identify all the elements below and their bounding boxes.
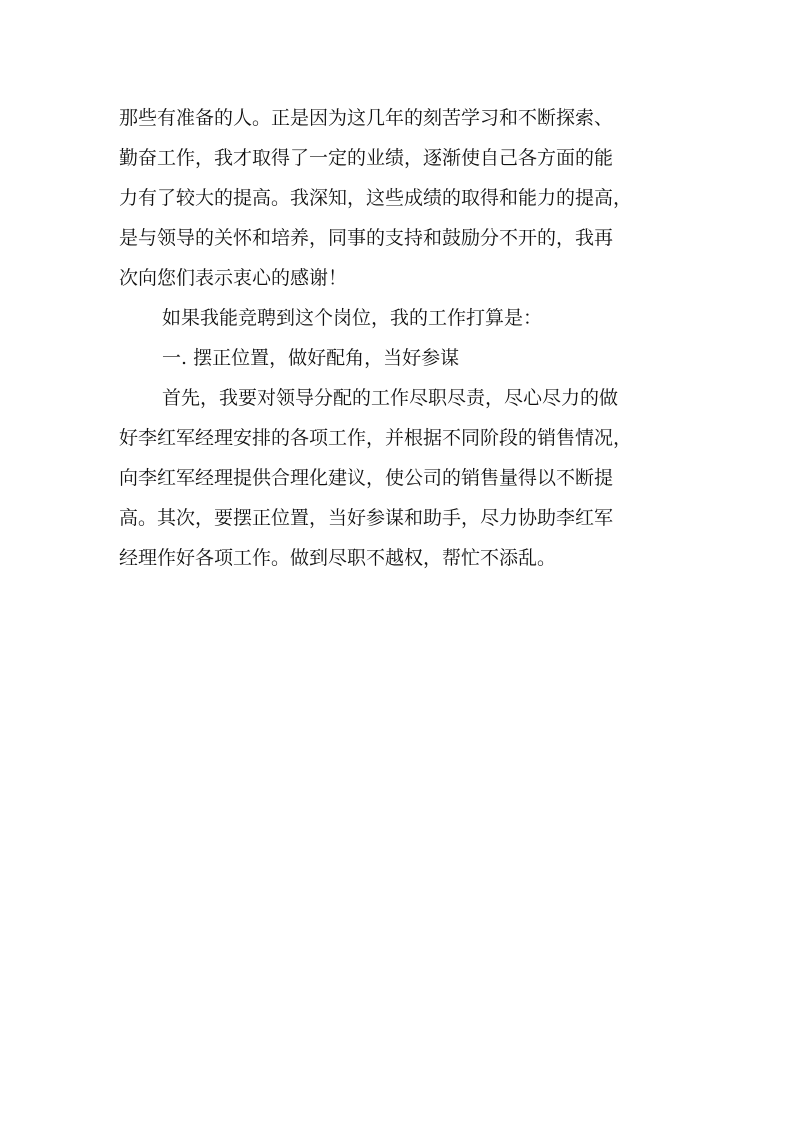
paragraph-line: 次向您们表示衷心的感谢！ <box>119 267 348 289</box>
paragraph-line: 那些有准备的人。正是因为这几年的刻苦学习和不断探索、 <box>119 107 614 129</box>
paragraph-line: 勤奋工作，我才取得了一定的业绩，逐渐使自己各方面的能 <box>119 147 614 169</box>
paragraph-line: 经理作好各项工作。做到尽职不越权，帮忙不添乱。 <box>119 547 557 569</box>
paragraph-line: 如果我能竞聘到这个岗位，我的工作打算是： <box>162 307 543 329</box>
section-heading: 一. 摆正位置，做好配角，当好参谋 <box>162 347 460 369</box>
paragraph-line: 是与领导的关怀和培养，同事的支持和鼓励分不开的，我再 <box>119 227 614 249</box>
paragraph-line: 力有了较大的提高。我深知，这些成绩的取得和能力的提高， <box>119 187 633 209</box>
paragraph-line: 首先，我要对领导分配的工作尽职尽责，尽心尽力的做 <box>162 387 619 409</box>
paragraph-line: 向李红军经理提供合理化建议，使公司的销售量得以不断提 <box>119 467 614 489</box>
paragraph-line: 好李红军经理安排的各项工作，并根据不同阶段的销售情况， <box>119 427 633 449</box>
paragraph-line: 高。其次，要摆正位置，当好参谋和助手，尽力协助李红军 <box>119 507 614 529</box>
document-body <box>119 98 699 578</box>
